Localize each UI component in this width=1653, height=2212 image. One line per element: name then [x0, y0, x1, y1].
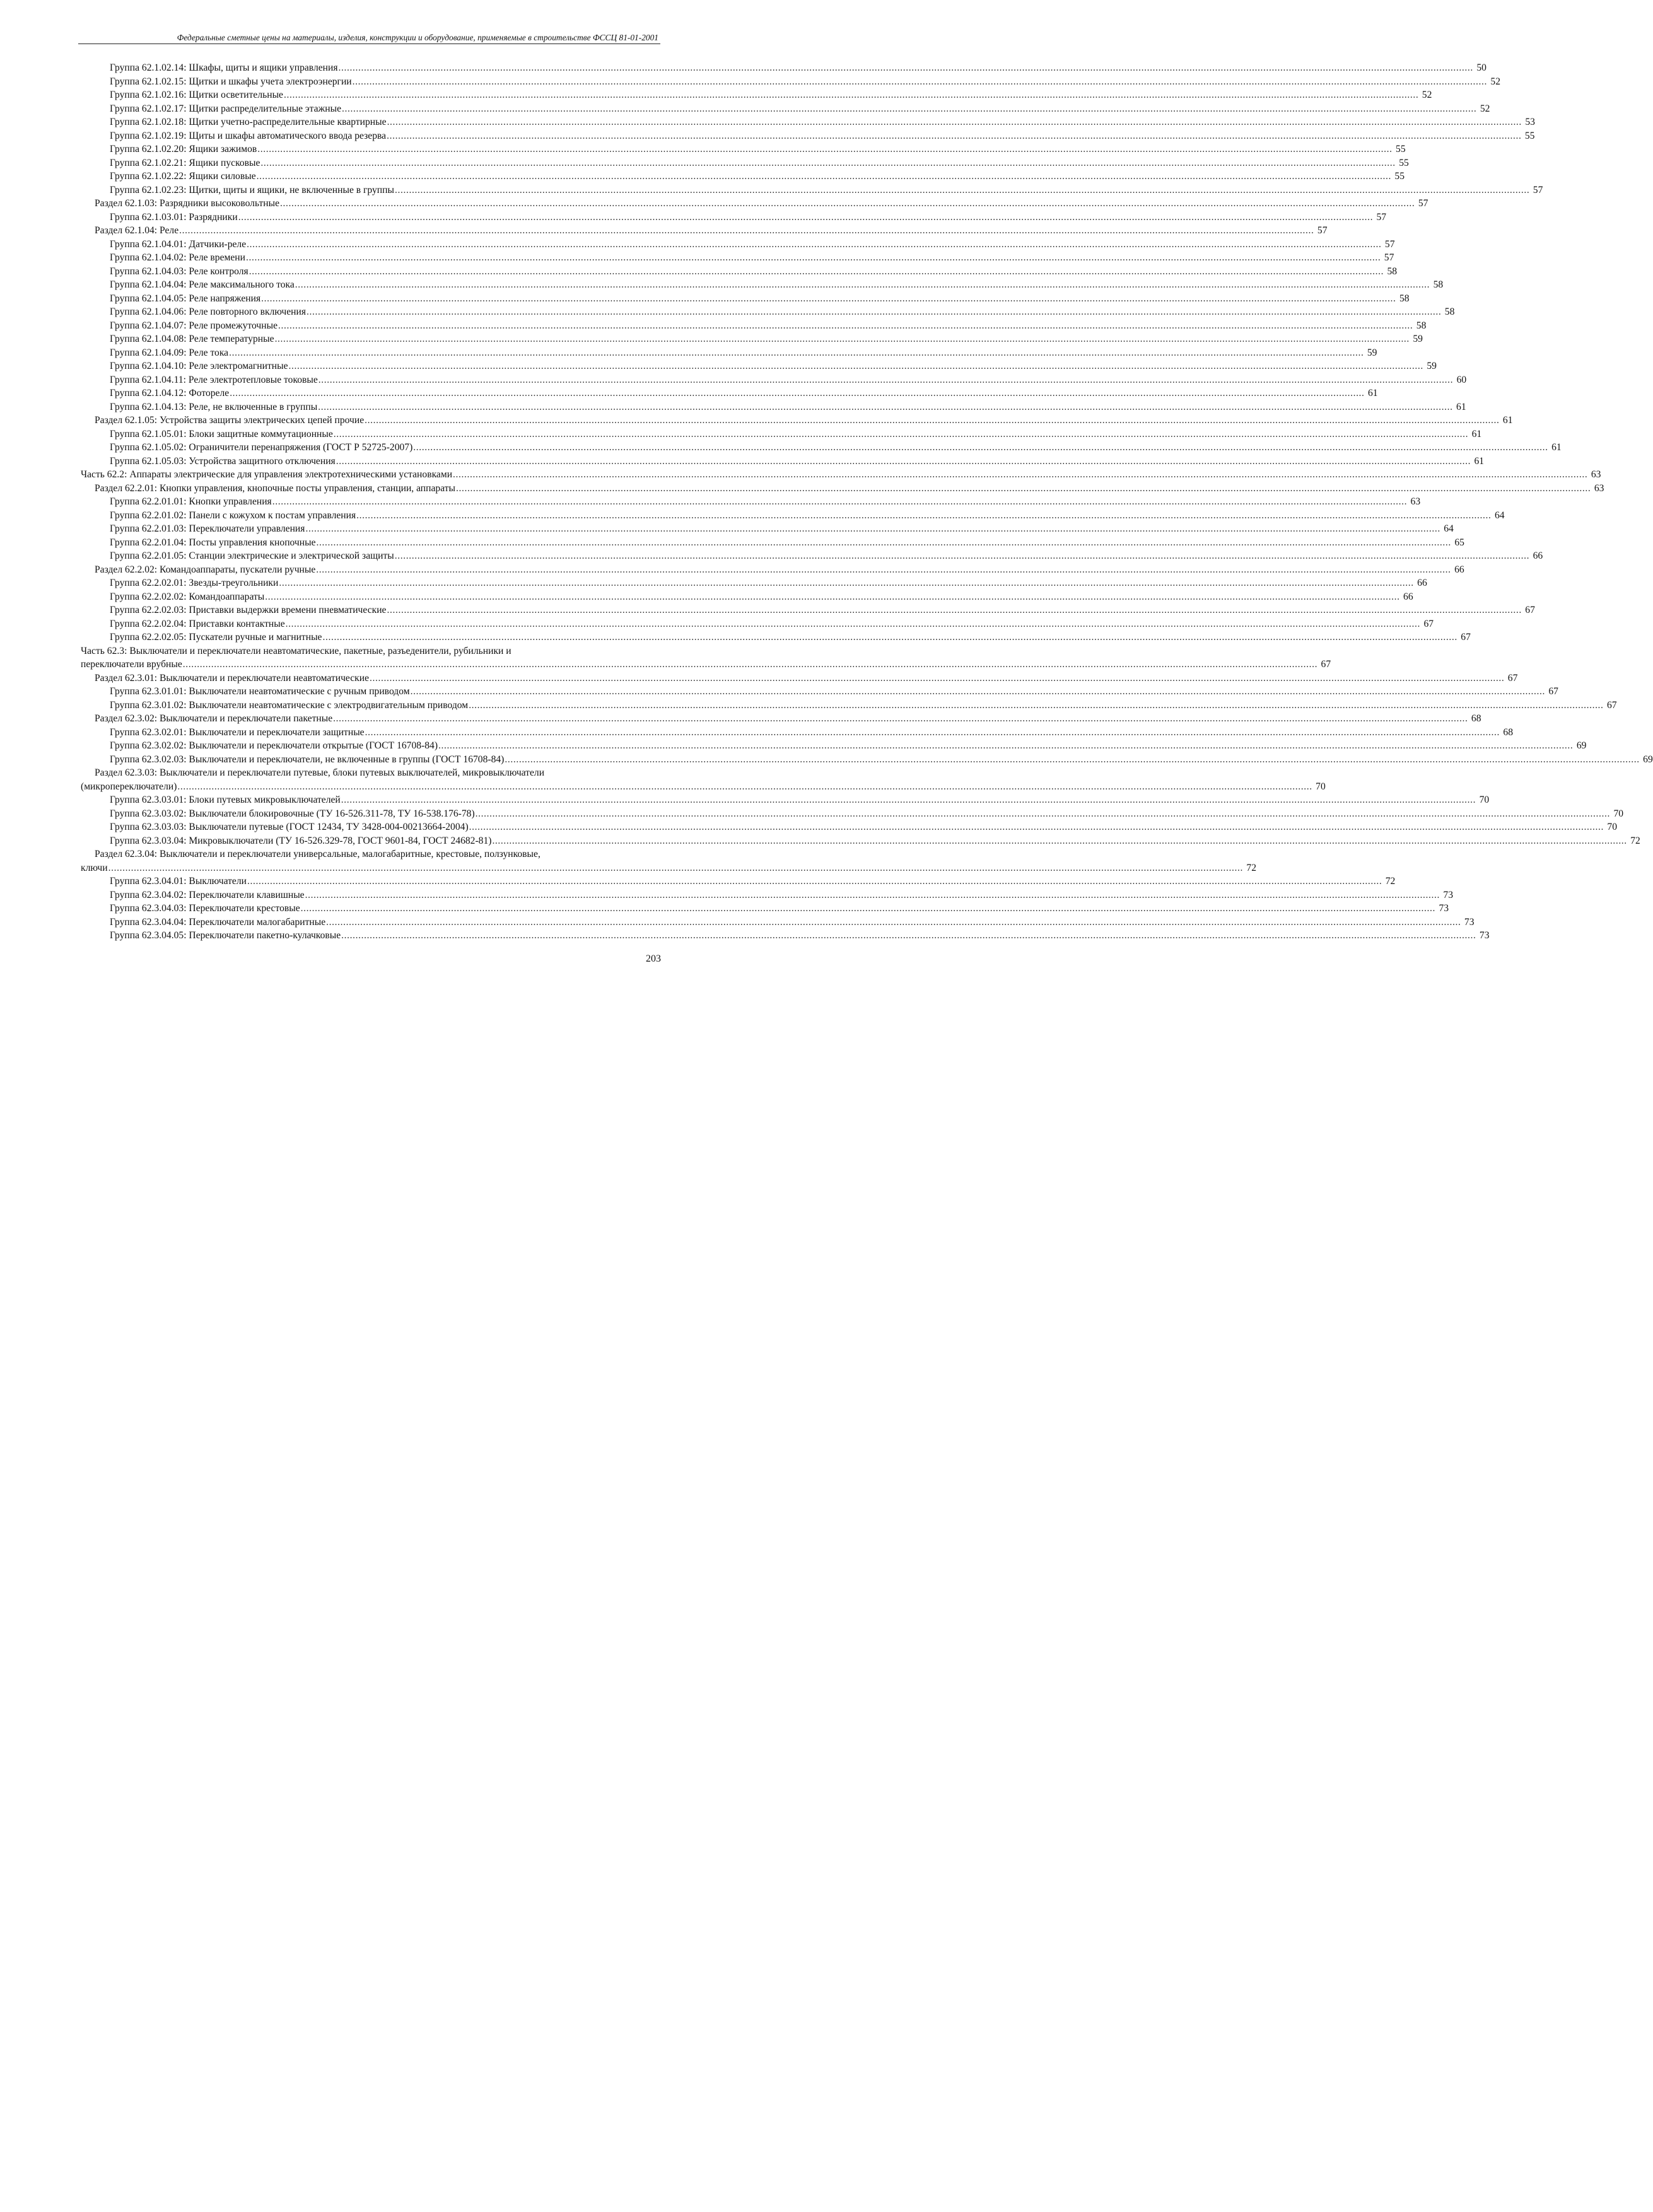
toc-entry-page: 52	[1422, 90, 1432, 100]
toc-entry-title: Группа 62.2.01.05: Станции электрические и электрической защиты	[110, 550, 394, 561]
toc-entry[interactable]	[81, 428, 1482, 441]
toc-entry-page: 58	[1433, 279, 1444, 290]
toc-dot-leader: ................................................................................................................................................................................................................................................................................................................................................................................................................	[318, 401, 1453, 412]
toc-entry[interactable]	[81, 197, 1428, 211]
toc-dot-leader: ................................................................................................................................................................................................................................................................................................................................................................................................................	[394, 550, 1530, 561]
toc-entry[interactable]	[81, 807, 1624, 821]
toc-dot-leader: ................................................................................................................................................................................................................................................................................................................................................................................................................	[352, 76, 1488, 87]
toc-dot-leader: ................................................................................................................................................................................................................................................................................................................................................................................................................	[238, 211, 1374, 223]
toc-dot-leader: ................................................................................................................................................................................................................................................................................................................................................................................................................	[295, 279, 1430, 290]
toc-entry-title: Раздел 62.1.05: Устройства защиты электрических цепей прочие	[95, 415, 365, 426]
toc-entry-page: 61	[1471, 428, 1482, 439]
toc-entry-page: 72	[1385, 876, 1396, 887]
toc-dot-leader: ................................................................................................................................................................................................................................................................................................................................................................................................................	[356, 509, 1492, 521]
toc-entry-title: Раздел 62.3.04: Выключатели и переключатели универсальные, малогабаритные, крестовые, ползунковые,	[95, 849, 540, 859]
toc-entry-title: Раздел 62.1.04: Реле	[95, 225, 179, 236]
toc-dot-leader: ................................................................................................................................................................................................................................................................................................................................................................................................................	[410, 686, 1545, 697]
toc-entry-page: 66	[1454, 564, 1464, 575]
toc-entry-title: Группа 62.2.02.05: Пускатели ручные и магнитные	[110, 632, 322, 643]
toc-entry-page: 57	[1418, 198, 1428, 209]
toc-entry-page: 66	[1417, 578, 1427, 588]
toc-entry-title: Группа 62.1.04.11: Реле электротепловые токовые	[110, 374, 318, 385]
toc-entry[interactable]	[81, 61, 1487, 75]
toc-entry[interactable]	[81, 414, 1513, 428]
toc-entry-title: Группа 62.3.03.02: Выключатели блокировочные (ТУ 16-526.311-78, ТУ 16-538.176-78)	[110, 808, 475, 819]
toc-entry[interactable]	[81, 332, 1423, 346]
toc-entry-title: Группа 62.1.04.01: Датчики-реле	[110, 238, 247, 250]
toc-entry[interactable]	[81, 238, 1395, 252]
toc-entry[interactable]	[81, 549, 1543, 563]
toc-entry-page: 55	[1396, 144, 1406, 154]
toc-entry-page: 70	[1316, 781, 1326, 792]
toc-entry-title: Группа 62.1.04.05: Реле напряжения	[110, 293, 261, 304]
toc-dot-leader: ................................................................................................................................................................................................................................................................................................................................................................................................................	[280, 198, 1415, 209]
toc-entry-title: Группа 62.1.04.07: Реле промежуточные	[110, 320, 278, 331]
running-header: Федеральные сметные цены на материалы, изделия, конструкции и оборудование, применяемые в строительстве ФССЦ 81-01-2001	[177, 33, 658, 42]
toc-entry-title: Группа 62.1.04.03: Реле контроля	[110, 265, 248, 277]
toc-entry-page: 61	[1502, 415, 1513, 426]
toc-entry-title: Группа 62.3.04.05: Переключатели пакетно-кулачковые	[110, 930, 341, 941]
toc-entry-title: Группа 62.2.01.04: Посты управления кнопочные	[110, 537, 316, 548]
toc-entry[interactable]	[81, 820, 1618, 834]
toc-entry-page: 64	[1444, 523, 1454, 534]
toc-entry-title: Группа 62.1.02.15: Щитки и шкафы учета электроэнергии	[110, 76, 352, 87]
toc-dot-leader: ................................................................................................................................................................................................................................................................................................................................................................................................................	[469, 822, 1604, 832]
toc-entry[interactable]	[81, 793, 1490, 807]
toc-entry[interactable]	[81, 753, 1653, 767]
toc-entry[interactable]	[81, 929, 1490, 943]
toc-entry-title: Группа 62.1.04.09: Реле тока	[110, 347, 229, 358]
toc-entry-page: 67	[1548, 686, 1558, 697]
toc-entry[interactable]	[81, 861, 1256, 875]
toc-entry-page: 50	[1476, 62, 1487, 73]
toc-entry-page: 73	[1464, 916, 1475, 928]
toc-dot-leader: ................................................................................................................................................................................................................................................................................................................................................................................................................	[230, 388, 1365, 399]
toc-entry-title: Группа 62.1.04.02: Реле времени	[110, 252, 245, 263]
toc-entry-page: 67	[1606, 699, 1617, 711]
toc-entry-page: 52	[1480, 103, 1490, 114]
toc-entry-title: Группа 62.2.02.03: Приставки выдержки времени пневматические	[110, 605, 387, 615]
toc-dot-leader: ................................................................................................................................................................................................................................................................................................................................................................................................................	[177, 781, 1312, 792]
toc-dot-leader: ................................................................................................................................................................................................................................................................................................................................................................................................................	[316, 537, 1451, 548]
toc-dot-leader: ................................................................................................................................................................................................................................................................................................................................................................................................................	[278, 320, 1413, 331]
toc-dot-leader: ................................................................................................................................................................................................................................................................................................................................................................................................................	[285, 618, 1421, 629]
toc-dot-leader: ................................................................................................................................................................................................................................................................................................................................................................................................................	[272, 496, 1408, 507]
toc-entry-page: 72	[1246, 862, 1256, 873]
toc-entry[interactable]	[81, 183, 1543, 197]
toc-entry-page: 67	[1525, 605, 1535, 615]
toc-entry-page: 67	[1321, 659, 1331, 670]
toc-entry-title: Группа 62.3.04.01: Выключатели	[110, 876, 247, 887]
toc-entry-page: 57	[1317, 225, 1328, 236]
toc-dot-leader: ................................................................................................................................................................................................................................................................................................................................................................................................................	[387, 117, 1522, 127]
toc-dot-leader: ................................................................................................................................................................................................................................................................................................................................................................................................................	[318, 374, 1454, 385]
toc-entry-page: 66	[1533, 550, 1543, 561]
toc-dot-leader: ................................................................................................................................................................................................................................................................................................................................................................................................................	[257, 144, 1393, 154]
toc-entry-page: 57	[1384, 252, 1394, 263]
toc-entry-page: 70	[1613, 808, 1624, 819]
toc-dot-leader: ................................................................................................................................................................................................................................................................................................................................................................................................................	[456, 482, 1591, 494]
toc-entry-page: 63	[1410, 496, 1421, 507]
toc-dot-leader: ................................................................................................................................................................................................................................................................................................................................................................................................................	[475, 808, 1611, 819]
toc-entry[interactable]	[81, 563, 1464, 577]
toc-entry-title: Группа 62.1.02.17: Щитки распределительные этажные	[110, 103, 342, 114]
toc-entry[interactable]	[81, 278, 1444, 292]
toc-entry[interactable]	[81, 603, 1535, 617]
toc-dot-leader: ................................................................................................................................................................................................................................................................................................................................................................................................................	[336, 455, 1471, 467]
toc-entry-page: 59	[1427, 361, 1437, 371]
toc-entry[interactable]	[81, 211, 1387, 224]
toc-entry-page: 61	[1474, 455, 1485, 467]
toc-entry[interactable]	[81, 902, 1449, 916]
toc-dot-leader: ................................................................................................................................................................................................................................................................................................................................................................................................................	[305, 523, 1440, 534]
toc-entry-page: 68	[1471, 713, 1481, 724]
toc-entry-page: 66	[1403, 591, 1413, 602]
toc-entry-title: Раздел 62.1.03: Разрядники высоковольтные	[95, 198, 280, 209]
toc-dot-leader: ................................................................................................................................................................................................................................................................................................................................................................................................................	[333, 713, 1468, 724]
toc-entry-page: 59	[1367, 347, 1377, 358]
toc-entry[interactable]	[81, 495, 1421, 509]
toc-entry[interactable]	[81, 292, 1410, 306]
toc-entry[interactable]	[81, 766, 661, 780]
toc-dot-leader: ................................................................................................................................................................................................................................................................................................................................................................................................................	[394, 184, 1530, 195]
toc-entry-title: Группа 62.1.04.08: Реле температурные	[110, 334, 274, 344]
toc-entry-page: 58	[1416, 320, 1427, 331]
toc-entry[interactable]	[81, 522, 1454, 536]
toc-entry[interactable]	[81, 305, 1455, 319]
toc-entry-title: Группа 62.1.04.06: Реле повторного включения	[110, 306, 306, 317]
toc-entry[interactable]	[81, 482, 1604, 496]
table-of-contents	[81, 61, 1653, 943]
toc-entry-title: Группа 62.3.03.04: Микровыключатели (ТУ 16-526.329-78, ГОСТ 9601-84, ГОСТ 24682-81)	[110, 835, 492, 846]
toc-entry-title: Группа 62.3.01.02: Выключатели неавтоматические с электродвигательным приводом	[110, 699, 469, 711]
toc-entry[interactable]	[81, 88, 1432, 102]
toc-dot-leader: ................................................................................................................................................................................................................................................................................................................................................................................................................	[316, 564, 1451, 575]
toc-entry-title: Часть 62.3: Выключатели и переключатели неавтоматические, пакетные, разъеденители, рубильники и	[81, 645, 511, 656]
toc-dot-leader: ................................................................................................................................................................................................................................................................................................................................................................................................................	[365, 415, 1500, 426]
toc-dot-leader: ................................................................................................................................................................................................................................................................................................................................................................................................................	[283, 90, 1419, 100]
toc-dot-leader: ................................................................................................................................................................................................................................................................................................................................................................................................................	[492, 835, 1627, 846]
toc-entry-title: Раздел 62.3.03: Выключатели и переключатели путевые, блоки путевых выключателей, микровыключатели	[95, 767, 545, 778]
toc-entry[interactable]	[81, 143, 1406, 156]
toc-entry-title: Группа 62.1.05.03: Устройства защитного отключения	[110, 455, 336, 467]
toc-entry-title: Группа 62.1.04.10: Реле электромагнитные	[110, 361, 288, 371]
toc-entry[interactable]	[81, 590, 1413, 604]
toc-entry-page: 59	[1413, 334, 1423, 344]
toc-entry-page: 58	[1444, 306, 1455, 317]
toc-entry-page: 57	[1533, 184, 1543, 195]
toc-entry-page: 61	[1551, 442, 1562, 453]
toc-entry-title: Группа 62.1.05.02: Ограничители перенапряжения (ГОСТ Р 52725-2007)	[110, 442, 413, 453]
toc-dot-leader: ................................................................................................................................................................................................................................................................................................................................................................................................................	[300, 903, 1436, 914]
toc-entry-title: Группа 62.2.01.02: Панели с кожухом к постам управления	[110, 509, 356, 521]
toc-entry-title: Группа 62.3.04.03: Переключатели крестовые	[110, 903, 300, 914]
toc-entry-title: Группа 62.2.02.01: Звезды-треугольники	[110, 578, 279, 588]
toc-entry-page: 67	[1423, 618, 1434, 629]
toc-entry-title: ключи	[81, 862, 108, 873]
toc-entry[interactable]	[81, 373, 1467, 387]
toc-dot-leader: ................................................................................................................................................................................................................................................................................................................................................................................................................	[260, 157, 1396, 168]
toc-entry-title: Группа 62.3.02.02: Выключатели и переключатели открытые (ГОСТ 16708-84)	[110, 740, 438, 751]
toc-entry[interactable]	[81, 346, 1377, 360]
toc-entry[interactable]	[81, 455, 1485, 469]
toc-entry[interactable]	[81, 631, 1471, 644]
toc-entry-page: 55	[1394, 171, 1405, 182]
toc-entry[interactable]	[81, 685, 1558, 699]
toc-entry-title: Группа 62.1.02.23: Щитки, щиты и ящики, не включенные в группы	[110, 184, 394, 195]
toc-dot-leader: ................................................................................................................................................................................................................................................................................................................................................................................................................	[179, 225, 1314, 236]
toc-entry-page: 55	[1399, 157, 1409, 168]
toc-entry[interactable]	[81, 75, 1501, 89]
toc-entry-page: 70	[1479, 795, 1490, 805]
toc-entry[interactable]	[81, 129, 1535, 143]
toc-entry-page: 55	[1524, 130, 1535, 141]
toc-entry-title: Группа 62.3.03.01: Блоки путевых микровыключателей	[110, 795, 341, 805]
toc-dot-leader: ................................................................................................................................................................................................................................................................................................................................................................................................................	[413, 442, 1548, 453]
toc-entry-title: Группа 62.1.05.01: Блоки защитные коммутационные	[110, 428, 333, 439]
toc-entry-title: Группа 62.3.02.03: Выключатели и переключатели, не включенные в группы (ГОСТ 16708-84)	[110, 754, 505, 765]
page-number: 203	[646, 953, 661, 964]
toc-dot-leader: ................................................................................................................................................................................................................................................................................................................................................................................................................	[265, 591, 1400, 602]
toc-entry[interactable]	[81, 536, 1464, 550]
toc-entry-title: Группа 62.1.02.14: Шкафы, щиты и ящики управления	[110, 62, 338, 73]
toc-dot-leader: ................................................................................................................................................................................................................................................................................................................................................................................................................	[341, 795, 1476, 805]
toc-entry-title: Группа 62.2.01.03: Переключатели управления	[110, 523, 305, 534]
toc-dot-leader: ................................................................................................................................................................................................................................................................................................................................................................................................................	[438, 740, 1574, 751]
toc-dot-leader: ................................................................................................................................................................................................................................................................................................................................................................................................................	[469, 699, 1604, 711]
toc-entry[interactable]	[81, 251, 1394, 265]
toc-dot-leader: ................................................................................................................................................................................................................................................................................................................................................................................................................	[365, 726, 1500, 738]
toc-entry[interactable]	[81, 509, 1505, 523]
toc-entry[interactable]	[81, 400, 1466, 414]
toc-entry-title: Раздел 62.2.02: Командоаппараты, пускатели ручные	[95, 564, 316, 575]
toc-entry-title: Группа 62.3.04.02: Переключатели клавишные	[110, 889, 305, 900]
toc-dot-leader: ................................................................................................................................................................................................................................................................................................................................................................................................................	[274, 334, 1410, 344]
toc-entry[interactable]	[81, 726, 1513, 740]
toc-entry[interactable]	[81, 644, 661, 658]
toc-dot-leader: ................................................................................................................................................................................................................................................................................................................................................................................................................	[326, 916, 1461, 928]
toc-dot-leader: ................................................................................................................................................................................................................................................................................................................................................................................................................	[338, 62, 1473, 73]
toc-entry-title: (микропереключатели)	[81, 781, 177, 792]
toc-entry-page: 64	[1494, 509, 1505, 521]
toc-entry-title: Раздел 62.3.01: Выключатели и переключатели неавтоматические	[95, 672, 370, 684]
toc-entry-page: 57	[1384, 238, 1395, 250]
toc-entry-title: Группа 62.3.04.04: Переключатели малогабаритные	[110, 916, 326, 928]
toc-dot-leader: ................................................................................................................................................................................................................................................................................................................................................................................................................	[288, 361, 1423, 371]
toc-dot-leader: ................................................................................................................................................................................................................................................................................................................................................................................................................	[108, 862, 1243, 873]
toc-entry-page: 63	[1591, 469, 1601, 480]
toc-dot-leader: ................................................................................................................................................................................................................................................................................................................................................................................................................	[387, 605, 1522, 615]
toc-entry[interactable]	[81, 712, 1481, 726]
toc-entry-page: 61	[1456, 401, 1466, 412]
toc-entry[interactable]	[81, 441, 1562, 455]
toc-entry[interactable]	[81, 916, 1475, 929]
toc-dot-leader: ................................................................................................................................................................................................................................................................................................................................................................................................................	[247, 238, 1382, 250]
toc-entry[interactable]	[81, 387, 1378, 400]
toc-entry-page: 68	[1503, 726, 1513, 738]
toc-entry-page: 73	[1439, 903, 1449, 914]
toc-entry-title: Группа 62.2.02.04: Приставки контактные	[110, 618, 285, 629]
toc-dot-leader: ................................................................................................................................................................................................................................................................................................................................................................................................................	[247, 876, 1382, 887]
toc-dot-leader: ................................................................................................................................................................................................................................................................................................................................................................................................................	[333, 428, 1469, 439]
toc-entry-page: 60	[1456, 374, 1467, 385]
toc-dot-leader: ................................................................................................................................................................................................................................................................................................................................................................................................................	[453, 469, 1588, 480]
toc-entry[interactable]	[81, 658, 1331, 672]
toc-dot-leader: ................................................................................................................................................................................................................................................................................................................................................................................................................	[279, 578, 1414, 588]
toc-entry[interactable]	[81, 699, 1617, 713]
toc-entry[interactable]	[81, 319, 1427, 333]
toc-entry-title: Группа 62.1.04.13: Реле, не включенные в группы	[110, 401, 318, 412]
toc-entry-title: Группа 62.2.01.01: Кнопки управления	[110, 496, 272, 507]
toc-entry-page: 73	[1443, 889, 1453, 900]
toc-entry[interactable]	[81, 224, 1328, 238]
toc-entry-title: Группа 62.1.02.19: Щиты и шкафы автоматического ввода резерва	[110, 130, 387, 141]
toc-entry[interactable]	[81, 102, 1490, 116]
toc-entry-title: Группа 62.1.04.04: Реле максимального тока	[110, 279, 295, 290]
toc-entry-title: Группа 62.3.02.01: Выключатели и переключатели защитные	[110, 726, 365, 738]
toc-entry[interactable]	[81, 847, 661, 861]
toc-dot-leader: ................................................................................................................................................................................................................................................................................................................................................................................................................	[248, 265, 1384, 277]
toc-entry[interactable]	[81, 875, 1396, 888]
toc-entry-title: Группа 62.1.02.22: Ящики силовые	[110, 171, 256, 182]
toc-dot-leader: ................................................................................................................................................................................................................................................................................................................................................................................................................	[387, 130, 1522, 141]
toc-dot-leader: ................................................................................................................................................................................................................................................................................................................................................................................................................	[182, 659, 1318, 670]
toc-entry-page: 69	[1576, 740, 1587, 751]
toc-entry[interactable]	[81, 359, 1437, 373]
toc-dot-leader: ................................................................................................................................................................................................................................................................................................................................................................................................................	[229, 347, 1364, 358]
toc-entry[interactable]	[81, 672, 1518, 685]
toc-entry-page: 58	[1399, 293, 1410, 304]
toc-entry-page: 69	[1643, 754, 1653, 765]
toc-entry-page: 57	[1376, 211, 1387, 223]
toc-dot-leader: ................................................................................................................................................................................................................................................................................................................................................................................................................	[305, 889, 1440, 900]
toc-dot-leader: ................................................................................................................................................................................................................................................................................................................................................................................................................	[342, 103, 1477, 114]
toc-entry-page: 58	[1387, 265, 1398, 277]
toc-entry-page: 63	[1594, 482, 1604, 494]
toc-entry[interactable]	[81, 739, 1587, 753]
toc-entry-page: 70	[1607, 822, 1618, 832]
toc-entry[interactable]	[81, 156, 1409, 170]
toc-entry[interactable]	[81, 265, 1398, 279]
toc-entry[interactable]	[81, 468, 1601, 482]
toc-dot-leader: ................................................................................................................................................................................................................................................................................................................................................................................................................	[322, 632, 1457, 643]
toc-entry-title: Раздел 62.2.01: Кнопки управления, кнопочные посты управления, станции, аппараты	[95, 482, 456, 494]
toc-entry-page: 72	[1630, 835, 1640, 846]
toc-dot-leader: ................................................................................................................................................................................................................................................................................................................................................................................................................	[505, 754, 1640, 765]
toc-entry[interactable]	[81, 617, 1434, 631]
toc-entry-title: Раздел 62.3.02: Выключатели и переключатели пакетные	[95, 713, 333, 724]
toc-entry[interactable]	[81, 888, 1453, 902]
toc-entry-page: 65	[1454, 537, 1464, 548]
toc-entry-title: Группа 62.3.03.03: Выключатели путевые (ГОСТ 12434, ТУ 3428-004-00213664-2004)	[110, 822, 469, 832]
toc-entry-page: 67	[1507, 672, 1518, 684]
toc-entry[interactable]	[81, 576, 1427, 590]
toc-entry-title: Группа 62.2.02.02: Командоаппараты	[110, 591, 265, 602]
toc-entry-title: Группа 62.1.02.20: Ящики зажимов	[110, 144, 257, 154]
toc-entry-title: Группа 62.1.02.16: Щитки осветительные	[110, 90, 283, 100]
toc-dot-leader: ................................................................................................................................................................................................................................................................................................................................................................................................................	[246, 252, 1381, 263]
toc-entry-title: Группа 62.1.04.12: Фотореле	[110, 388, 230, 399]
toc-dot-leader: ................................................................................................................................................................................................................................................................................................................................................................................................................	[256, 171, 1391, 182]
toc-entry-page: 67	[1461, 632, 1471, 643]
toc-dot-leader: ................................................................................................................................................................................................................................................................................................................................................................................................................	[370, 672, 1505, 684]
toc-entry-page: 73	[1479, 930, 1490, 941]
toc-entry-title: Группа 62.1.02.21: Ящики пусковые	[110, 157, 260, 168]
toc-dot-leader: ................................................................................................................................................................................................................................................................................................................................................................................................................	[307, 306, 1442, 317]
toc-entry-title: переключатели врубные	[81, 659, 182, 670]
toc-entry-page: 61	[1367, 388, 1378, 399]
toc-entry-title: Часть 62.2: Аппараты электрические для управления электротехническими установками	[81, 469, 453, 480]
toc-entry-page: 52	[1490, 76, 1501, 87]
toc-entry[interactable]	[81, 834, 1640, 848]
toc-dot-leader: ................................................................................................................................................................................................................................................................................................................................................................................................................	[261, 293, 1396, 304]
toc-entry[interactable]	[81, 780, 1326, 794]
toc-dot-leader: ................................................................................................................................................................................................................................................................................................................................................................................................................	[341, 930, 1476, 941]
toc-entry-title: Группа 62.1.02.18: Щитки учетно-распределительные квартирные	[110, 117, 387, 127]
toc-entry-page: 53	[1525, 117, 1535, 127]
toc-entry-title: Группа 62.3.01.01: Выключатели неавтоматические с ручным приводом	[110, 686, 410, 697]
toc-entry[interactable]	[81, 170, 1405, 183]
toc-entry[interactable]	[81, 115, 1535, 129]
toc-entry-title: Группа 62.1.03.01: Разрядники	[110, 211, 238, 223]
